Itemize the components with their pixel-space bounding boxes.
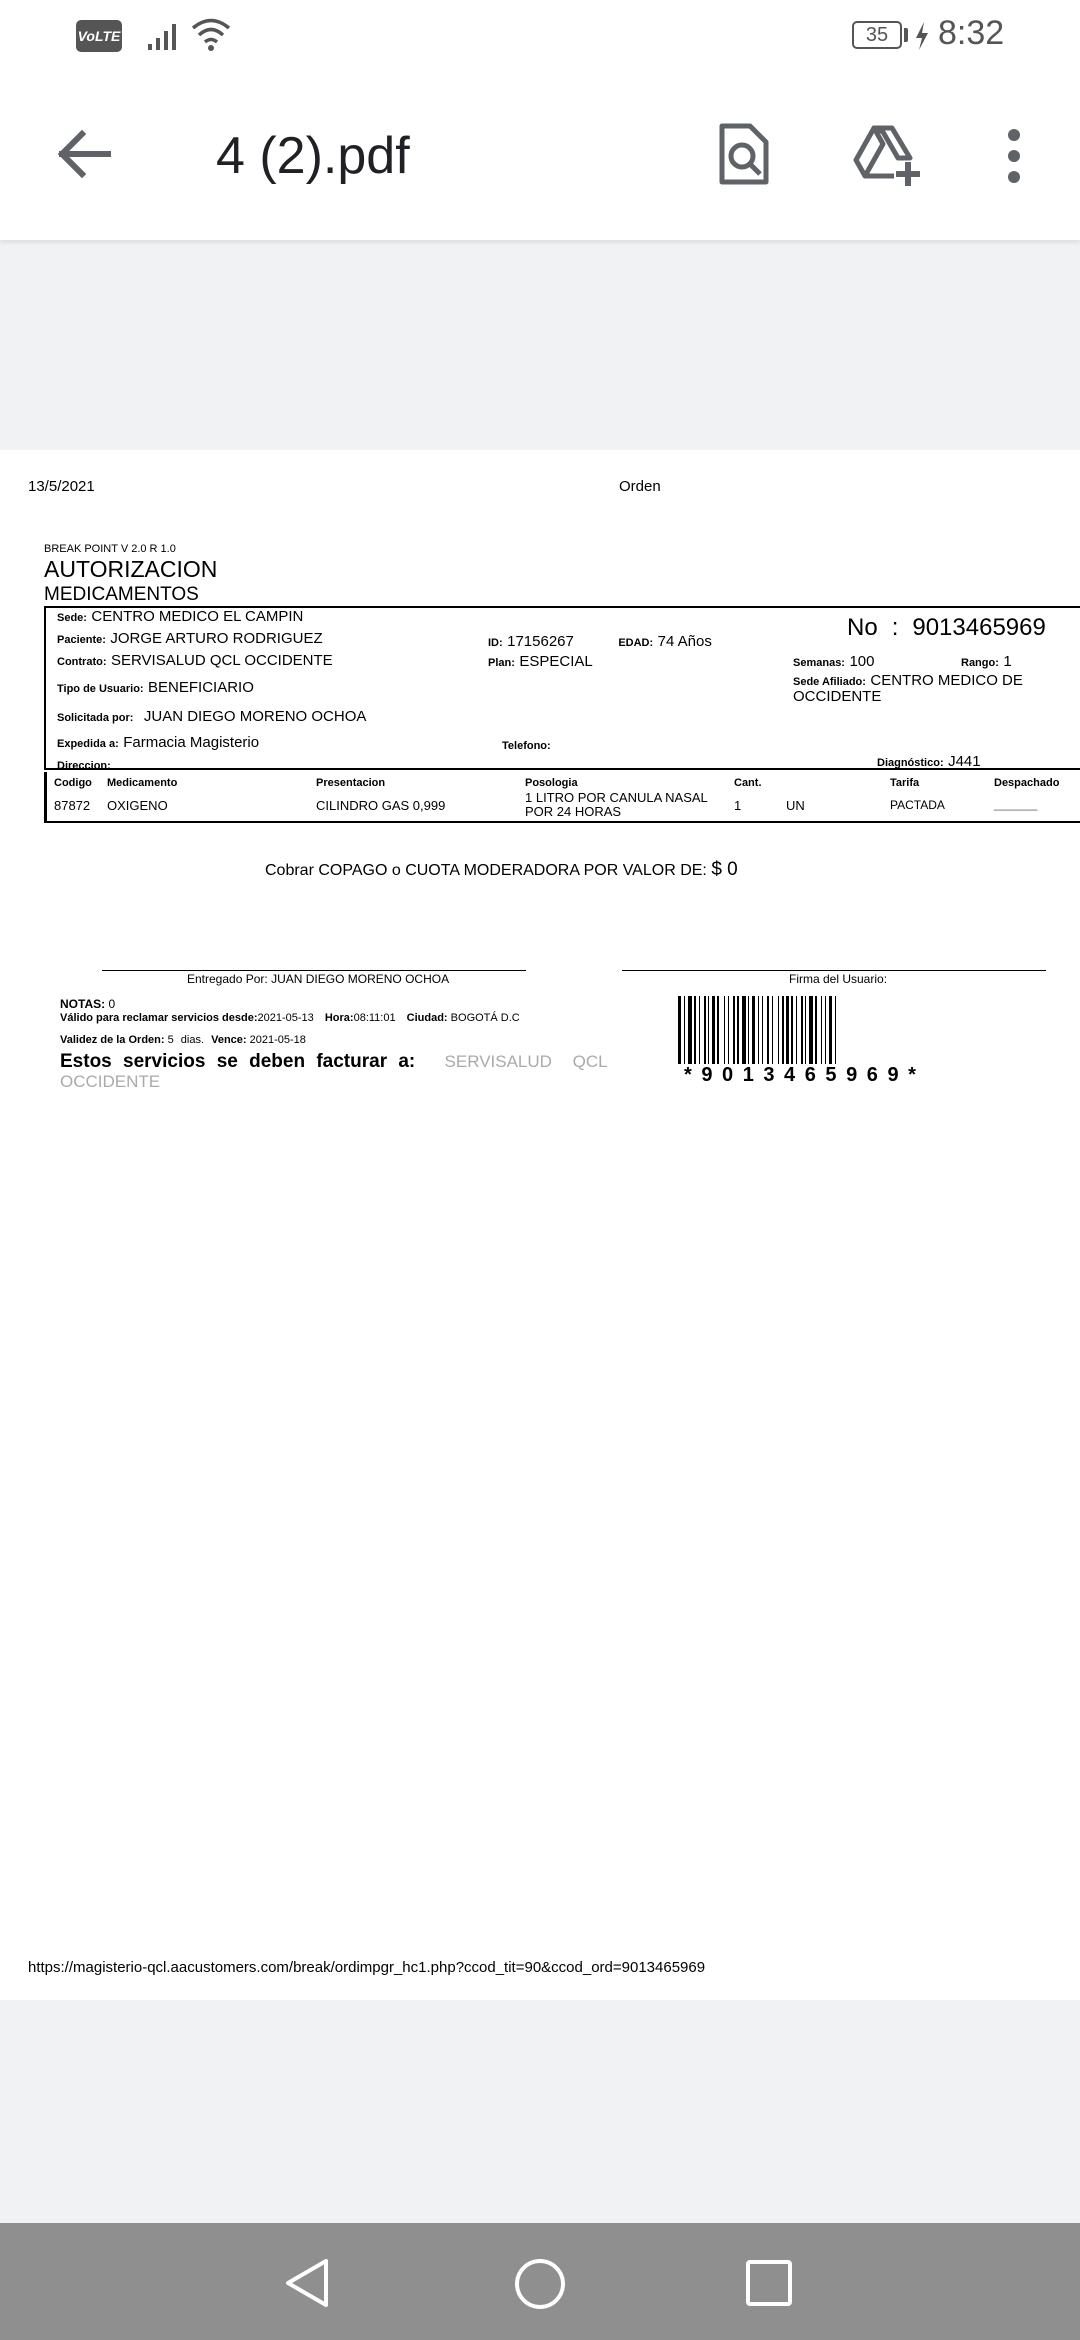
battery-tip [904, 28, 908, 42]
table-header-cant: Cant. [734, 777, 762, 789]
more-options-icon[interactable] [1004, 128, 1024, 184]
back-arrow-icon[interactable] [52, 126, 116, 182]
direccion-row: Direccion: [57, 760, 111, 772]
signal-icon [146, 18, 186, 52]
volte-icon: VoLTE [76, 20, 122, 52]
table-header-codigo: Codigo [54, 777, 92, 789]
nav-home-icon[interactable] [513, 2257, 567, 2311]
sede-row: Sede: CENTRO MEDICO EL CAMPIN [57, 608, 304, 625]
valido-row: Válido para reclamar servicios desde:2021-05-13 Hora:08:11:01 Ciudad: BOGOTÁ D.C [60, 1012, 520, 1024]
table-cell-posologia-1: 1 LITRO POR CANULA NASAL [525, 790, 708, 805]
wifi-icon [190, 16, 232, 54]
tipo-usuario-row: Tipo de Usuario: BENEFICIARIO [57, 679, 254, 696]
id-row: ID: 17156267 EDAD: 74 Años [488, 633, 712, 650]
document-title: 4 (2).pdf [216, 127, 410, 185]
sede-afiliado-row: Sede Afiliado: CENTRO MEDICO DE [793, 672, 1023, 689]
table-header-despachado: Despachado [994, 777, 1060, 789]
table-cell-unidad: UN [786, 798, 805, 813]
facturar-row-2: OCCIDENTE [60, 1072, 161, 1091]
table-cell-despachado: ______ [994, 796, 1038, 811]
table-header-posologia: Posologia [525, 777, 578, 789]
table-cell-presentacion: CILINDRO GAS 0,999 [316, 798, 446, 813]
order-number: No : 9013465969 [847, 614, 1046, 641]
app-bar [0, 76, 1080, 241]
heading-autorizacion: AUTORIZACION [44, 556, 218, 582]
rango-row: Rango: 1 [961, 653, 1012, 670]
telefono-row: Telefono: [502, 740, 551, 752]
table-cell-cant: 1 [734, 798, 742, 813]
facturar-row: Estos servicios se deben facturar a: SERVISALUD QCL [60, 1051, 608, 1072]
table-header-medicamento: Medicamento [107, 777, 178, 789]
copago-line: Cobrar COPAGO o CUOTA MODERADORA POR VALOR DE: $ 0 [265, 859, 738, 880]
pdf-page[interactable] [0, 450, 1080, 2000]
table-cell-codigo: 87872 [54, 798, 91, 813]
table-header-presentacion: Presentacion [316, 777, 386, 789]
heading-medicamentos: MEDICAMENTOS [44, 584, 199, 605]
nav-back-icon[interactable] [282, 2257, 332, 2309]
navigation-bar [0, 2223, 1080, 2340]
plan-row: Plan: ESPECIAL [488, 653, 593, 670]
solicitada-row: Solicitada por: JUAN DIEGO MORENO OCHOA [57, 708, 367, 725]
print-date: 13/5/2021 [28, 478, 95, 495]
diagnostico-row: Diagnóstico: J441 [877, 753, 981, 770]
add-to-drive-icon[interactable] [852, 124, 922, 186]
semanas-row: Semanas: 100 [793, 653, 875, 670]
entregado-signature-line [102, 970, 526, 971]
firma-signature-line [622, 970, 1046, 971]
table-header-tarifa: Tarifa [890, 777, 920, 789]
print-title: Orden [619, 478, 661, 495]
paciente-row: Paciente: JORGE ARTURO RODRIGUEZ [57, 630, 323, 647]
firma-usuario-label: Firma del Usuario: [789, 972, 888, 986]
charging-icon [914, 22, 930, 50]
expedida-row: Expedida a: Farmacia Magisterio [57, 734, 260, 751]
status-bar [0, 0, 1080, 76]
battery-icon: 35 [852, 21, 902, 49]
validez-row: Validez de la Orden: 5 dias. Vence: 2021-05-18 [60, 1034, 306, 1046]
sede-afiliado-row-2: OCCIDENTE [793, 688, 882, 705]
contrato-row: Contrato: SERVISALUD QCL OCCIDENTE [57, 652, 333, 669]
table-cell-medicamento: OXIGENO [107, 798, 168, 813]
table-cell-tarifa: PACTADA [890, 798, 945, 812]
table-cell-posologia-2: POR 24 HORAS [525, 804, 622, 819]
barcode-text: * 9 0 1 3 4 6 5 9 6 9 * [684, 1064, 918, 1086]
notas-row: NOTAS: 0 [60, 997, 116, 1011]
version-label: BREAK POINT V 2.0 R 1.0 [44, 543, 176, 555]
find-in-page-icon[interactable] [716, 122, 772, 188]
nav-recents-icon[interactable] [745, 2259, 793, 2307]
entregado-por: Entregado Por: JUAN DIEGO MORENO OCHOA [187, 972, 450, 986]
footer-url[interactable]: https://magisterio-qcl.aacustomers.com/break/ordimpgr_hc1.php?ccod_tit=90&ccod_ord=9013465969 [28, 1959, 706, 1976]
barcode [678, 996, 1014, 1064]
clock: 8:32 [938, 14, 1005, 52]
